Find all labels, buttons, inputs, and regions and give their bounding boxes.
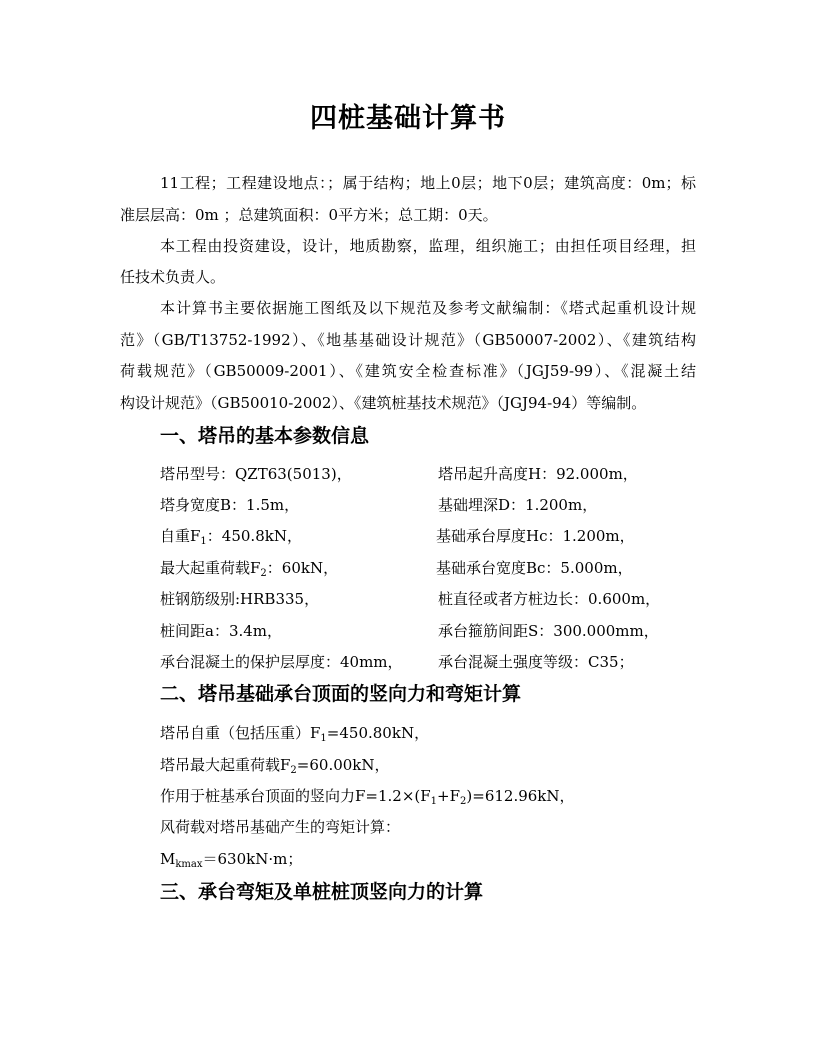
param-lift-height: 塔吊起升高度H：92.000m， (438, 465, 638, 483)
param-embed-depth: 基础埋深D：1.200m， (438, 496, 598, 514)
intro-paragraph-3-line-3: 荷载规范》（GB50009-2001）、《建筑安全检查标准》（JGJ59-99）、《混凝土结 (120, 362, 696, 380)
param-concrete-grade: 承台混凝土强度等级：C35； (438, 653, 634, 671)
param-cover-thickness: 承台混凝土的保护层厚度：40mm， (160, 653, 403, 671)
section-2-heading: 二、塔吊基础承台顶面的竖向力和弯矩计算 (160, 683, 522, 705)
calc-self-weight: 塔吊自重（包括压重）$F_1=450.80kN$， (160, 724, 430, 744)
intro-paragraph-3-line-1: 本计算书主要依据施工图纸及以下规范及参考文献编制：《塔式起重机设计规 (160, 299, 696, 317)
param-self-weight: 自重$F_1$：450.8kN， (160, 527, 302, 547)
param-pile-diameter: 桩直径或者方桩边长：0.600m， (438, 590, 661, 608)
intro-paragraph-2-line-2: 任技术负责人。 (120, 268, 226, 286)
section-1-heading: 一、塔吊的基本参数信息 (160, 425, 370, 447)
param-tower-width: 塔身宽度B：1.5m， (160, 496, 300, 514)
intro-paragraph-2-line-1: 本工程由投资建设，设计，地质勘察，监理，组织施工；由担任项目经理，担 (160, 237, 696, 255)
intro-paragraph-1-line-1: 11工程；工程建设地点：；属于结构；地上0层；地下0层；建筑高度：0m；标 (160, 174, 696, 192)
param-pile-spacing: 桩间距a：3.4m， (160, 622, 283, 640)
section-3-heading: 三、承台弯矩及单桩桩顶竖向力的计算 (160, 881, 484, 903)
intro-paragraph-3-line-2: 范》（GB/T13752-1992）、《地基基础设计规范》（GB50007-2002）、《建筑结构 (120, 331, 696, 349)
intro-paragraph-3-line-4: 构设计规范》（GB50010-2002）、《建筑桩基技术规范》（JGJ94-94）等编制。 (120, 394, 647, 412)
intro-paragraph-1-line-2: 准层层高：0m ；总建筑面积：0平方米；总工期：0天。 (120, 206, 498, 224)
param-stirrup-spacing: 承台箍筋间距S：300.000mm， (438, 622, 659, 640)
param-cap-thickness: 基础承台厚度Hc：1.200m， (436, 527, 635, 545)
param-rebar-grade: 桩钢筋级别:HRB335， (160, 590, 320, 608)
param-tower-model: 塔吊型号：QZT63(5013)， (160, 465, 352, 483)
calc-wind-moment-label: 风荷载对塔吊基础产生的弯矩计算： (160, 818, 401, 836)
param-max-load: 最大起重荷载$F_2$：60kN， (160, 559, 339, 579)
document-title: 四桩基础计算书 (310, 103, 506, 134)
calc-max-moment: $M_{kmax}=630kN\cdot m$； (160, 850, 303, 870)
param-cap-width: 基础承台宽度Bc：5.000m， (436, 559, 633, 577)
calc-vertical-force: 作用于桩基承台顶面的竖向力$F=1.2\times(F_1+F_2)=612.96kN$， (160, 787, 575, 807)
calc-max-load: 塔吊最大起重荷载$F_2=60.00kN$， (160, 756, 390, 776)
